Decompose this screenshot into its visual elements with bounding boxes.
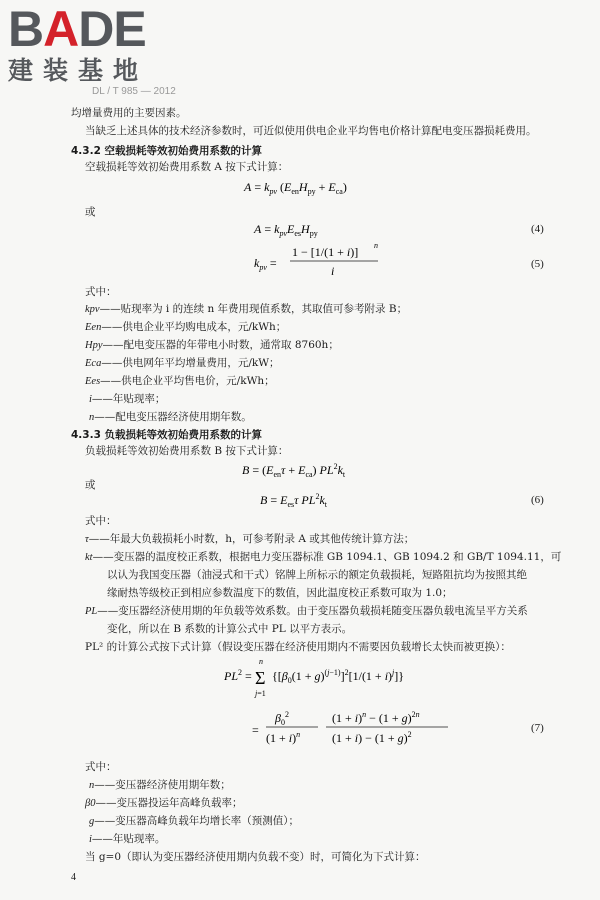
watermark-logo: BADE 建装基地 xyxy=(8,1,149,85)
svg-text:n: n xyxy=(259,657,263,666)
section-4-3-2-lead: 空载损耗等效初始费用系数 A 按下式计算： xyxy=(85,161,289,173)
section-4-3-3-lead: 负载损耗等效初始费用系数 B 按下式计算： xyxy=(85,445,289,457)
svg-text:β02: $\beta_0^2$ xyxy=(275,710,289,727)
svg-text:(1 + i)n − (1 + g)2n: $(1 + i)^n - (1 + g)^{2n}$ xyxy=(332,710,420,725)
formula-b-main xyxy=(238,458,378,482)
svg-text:(1 + i)n: $(1 + i)^n$ xyxy=(266,730,301,745)
def-i: i——年贴现率； xyxy=(89,393,166,405)
svg-text:=: = xyxy=(252,723,259,737)
formula-7 xyxy=(222,652,462,756)
svg-text:A = kpv (EenHpy + Eca): $A = k_{pv}$ $(E_{en}H_{py} + E_{ca})$ xyxy=(244,180,347,196)
def-pl: PL——变压器经济使用期的年负载等效系数。由于变压器负载损耗随变压器负载电流呈平方关系 xyxy=(85,605,528,617)
intro-line-2: 当缺乏上述具体的技术经济参数时，可近似使用供电企业平均售电价格计算配电变压器损耗费用。 xyxy=(85,125,537,137)
svg-text:A = kpvEesHpy: $A = k_{pv}E_{es}H_{py}$ xyxy=(254,222,318,238)
or-text-1: 或 xyxy=(85,206,96,218)
svg-text:1 − [1/(1 + i)]: 1 − [1/(1 + i)] xyxy=(292,245,359,259)
pl2-lead: PL² 的计算公式按下式计算（假设变压器在经济使用期内不需要因负载增长太快而被更换）： xyxy=(85,641,511,653)
svg-text:kpv =: $k_{pv}$ = xyxy=(254,256,277,272)
svg-text:n: n xyxy=(374,241,378,250)
svg-text:B = Eesτ PL2kt: $B = E_{es}\tau$ $PL^2k_t$ xyxy=(260,492,328,509)
def-kpv: kpv——贴现率为 i 的连续 n 年费用现值系数，其取值可参考附录 B； xyxy=(85,303,408,315)
section-heading-4-3-2: 4.3.2 空载损耗等效初始费用系数的计算 xyxy=(71,145,263,157)
final-sentence: 当 g=0（即认为变压器经济使用期内负载不变）时，可简化为下式计算： xyxy=(85,851,426,863)
def2-g: g——变压器高峰负载年均增长率（预测值）； xyxy=(89,815,299,827)
svg-text:PL2 =: $PL^2$ = xyxy=(224,668,252,683)
svg-text:(1 + i) − (1 + g)2: $(1 + i) - (1 + g)^2$ xyxy=(332,730,412,745)
def-n: n——配电变压器经济使用期年数。 xyxy=(89,411,252,423)
eq-number-6: (6) xyxy=(531,494,544,506)
where-label-1: 式中： xyxy=(85,286,117,298)
svg-text:i: i xyxy=(331,264,335,278)
page-number: 4 xyxy=(71,872,76,883)
svg-text:B = (Eenτ + Eca) PL2kt: $B = (E_{en}\tau + E_{ca})$ $PL^2k_t$ xyxy=(242,462,346,479)
def-tau: τ——年最大负载损耗小时数，h，可参考附录 A 或其他传统计算方法； xyxy=(85,533,415,545)
formula-6 xyxy=(256,489,356,511)
def2-n: n——变压器经济使用期年数； xyxy=(89,779,231,791)
def2-i: i——年贴现率。 xyxy=(89,833,166,845)
formula-5 xyxy=(252,240,392,282)
svg-text:Σ: Σ xyxy=(255,668,266,688)
def-kt-line-2: 以认为我国变压器（油浸式和干式）铭牌上所标示的额定负载损耗，短路阻抗均为按照其绝 xyxy=(107,569,527,581)
def2-beta0: β0——变压器投运年高峰负载率； xyxy=(85,797,243,809)
def-eca: Eca——供电网年平均增量费用，元/kW； xyxy=(85,357,280,369)
def-hpy: Hpy——配电变压器的年带电小时数，通常取 8760h； xyxy=(85,339,339,351)
def-een: Een——供电企业平均购电成本，元/kWh； xyxy=(85,321,287,333)
where-label-2: 式中： xyxy=(85,515,117,527)
def-kt-line-3: 缘耐热等级校正到相应参数温度下的数值，因此温度校正系数可取为 1.0； xyxy=(107,587,453,599)
intro-line-1: 均增量费用的主要因素。 xyxy=(71,107,187,119)
svg-text:j=1: j=1 xyxy=(255,689,266,698)
watermark-subtitle: 建装基地 xyxy=(8,56,149,85)
eq-number-7: (7) xyxy=(531,722,544,734)
def-kt: kt——变压器的温度校正系数，根据电力变压器标准 GB 1094.1、GB 1094.2 和 GB/T 1094.11，可 xyxy=(85,551,562,563)
def-pl-line-2: 变化，所以在 B 系数的计算公式中 PL 以平方表示。 xyxy=(107,623,353,635)
def-ees: Ees——供电企业平均售电价，元/kWh； xyxy=(85,375,275,387)
eq-number-4: (4) xyxy=(531,223,544,235)
or-text-2: 或 xyxy=(85,479,96,491)
standard-code: DL / T 985 — 2012 xyxy=(92,86,176,97)
formula-a-main xyxy=(240,175,380,199)
section-heading-4-3-3: 4.3.3 负载损耗等效初始费用系数的计算 xyxy=(71,429,263,441)
eq-number-5: (5) xyxy=(531,258,544,270)
where-label-3: 式中： xyxy=(85,761,117,773)
svg-text:{[β0(1 + g)(j−1)]2[1/(1 + i)j]: $\{[\beta_0(1 + g)^{(j-1)}]^2[1/(1 + i)^j]\}$ xyxy=(272,668,405,685)
formula-4 xyxy=(250,218,340,240)
